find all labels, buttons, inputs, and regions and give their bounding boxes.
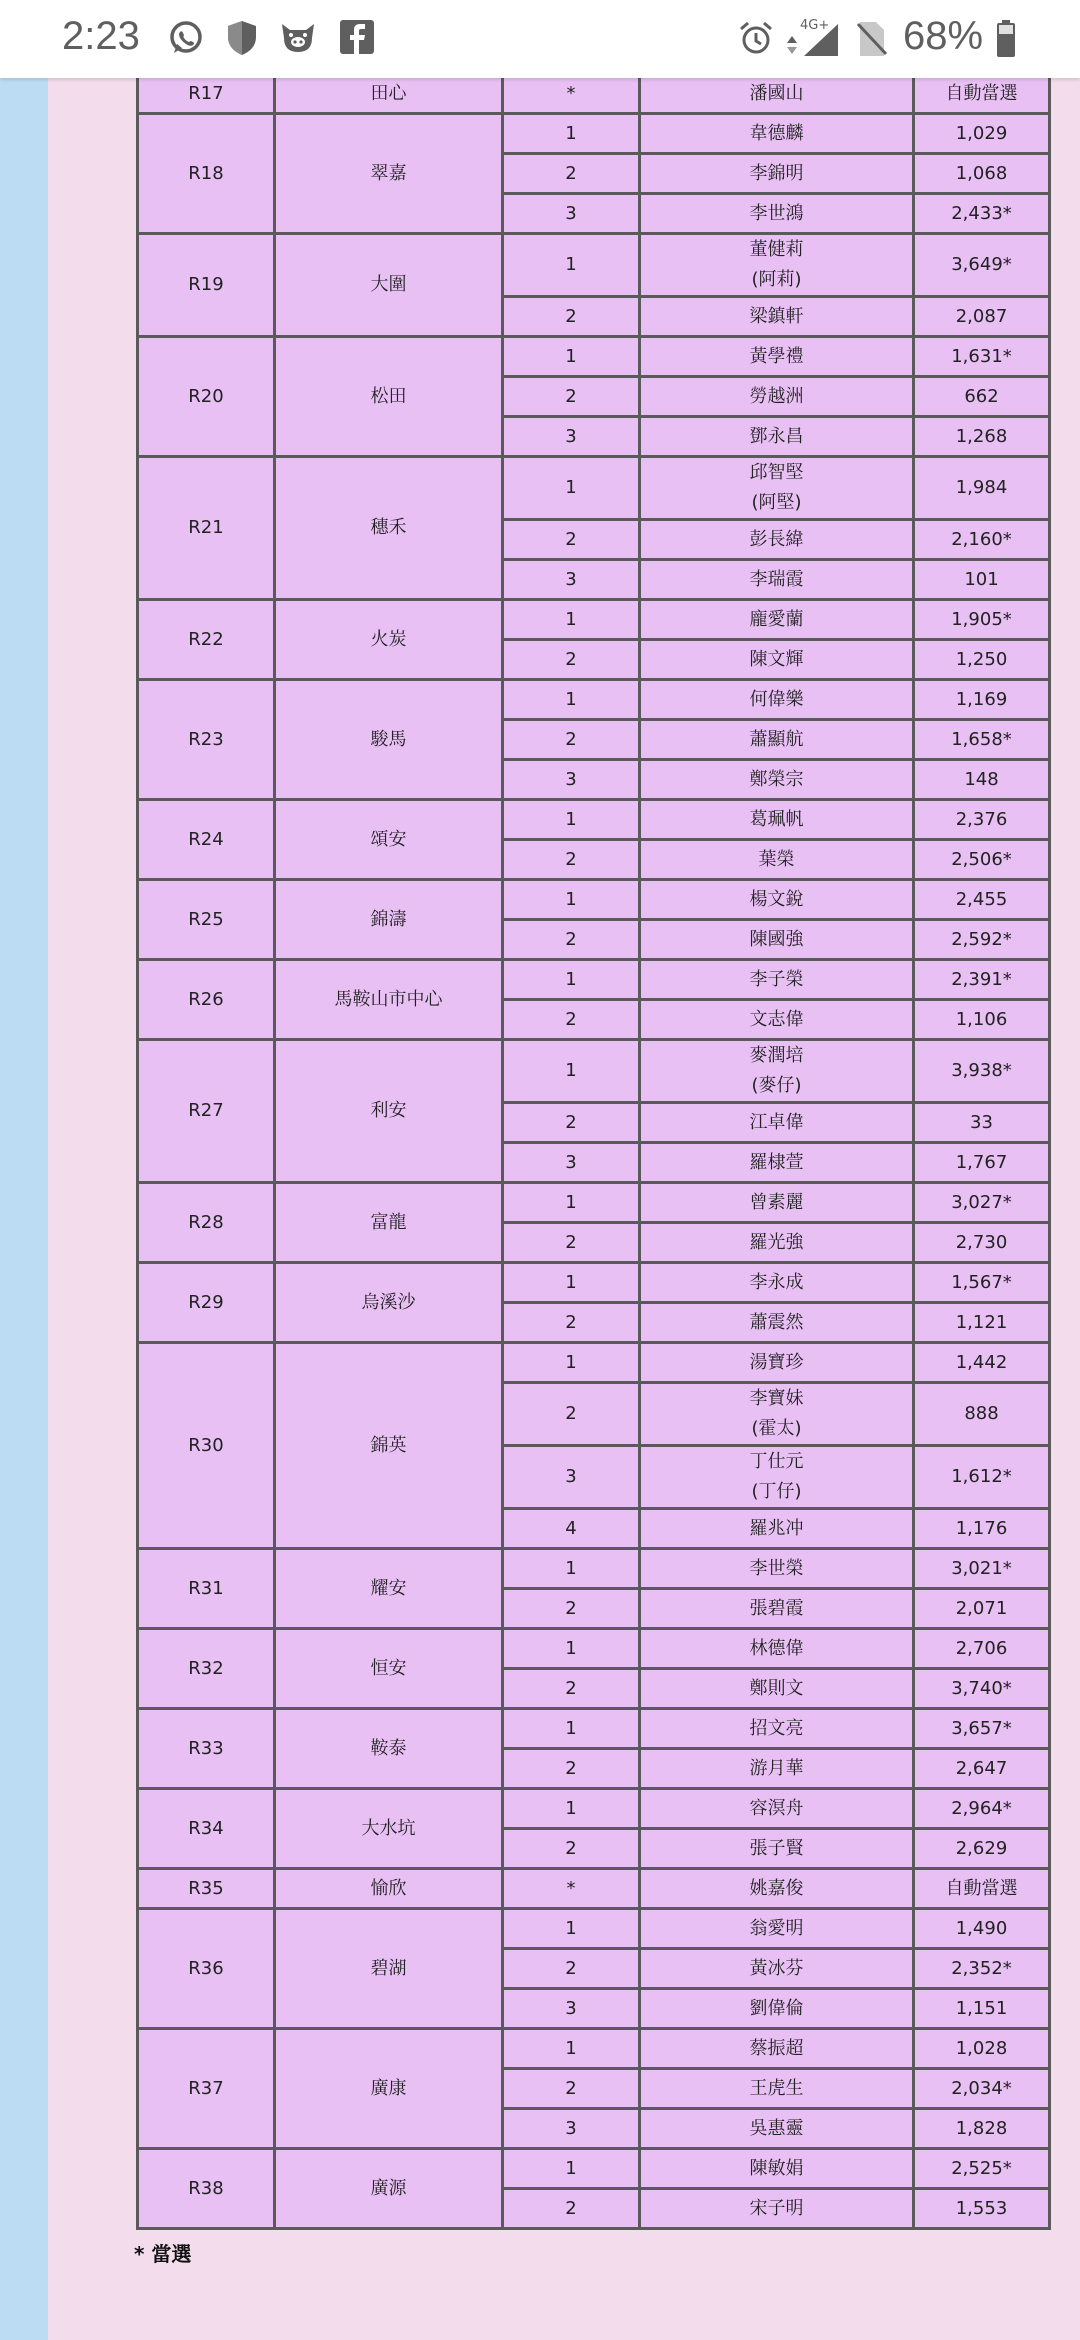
- constituency-code: R37: [138, 2029, 275, 2149]
- candidate-name-line: 姚嘉俊: [749, 1877, 804, 1899]
- candidate-name-line: 彭長緯: [749, 528, 804, 550]
- candidate-votes: 1,567*: [914, 1263, 1050, 1303]
- table-row: [138, 2149, 1050, 2189]
- candidate-name-line: 董健莉: [749, 239, 804, 260]
- candidate-number: 2: [503, 1383, 640, 1446]
- candidate-number: 1: [503, 1709, 640, 1749]
- candidate-number: 1: [503, 1343, 640, 1383]
- candidate-name: [640, 2149, 914, 2189]
- candidate-name: [640, 1040, 914, 1103]
- candidate-number: 2: [503, 1949, 640, 1989]
- candidate-name: [640, 1989, 914, 2029]
- constituency-name: 碧湖: [275, 1909, 503, 2029]
- candidate-name: [640, 1143, 914, 1183]
- candidate-number: 2: [503, 920, 640, 960]
- table-row: [138, 680, 1050, 720]
- candidate-votes: 1,442: [914, 1343, 1050, 1383]
- candidate-votes: 1,984: [914, 457, 1050, 520]
- constituency-code: R18: [138, 114, 275, 234]
- candidate-votes: 2,376: [914, 800, 1050, 840]
- table-row: [138, 1909, 1050, 1949]
- candidate-name: [640, 1669, 914, 1709]
- candidate-votes: 1,151: [914, 1989, 1050, 2029]
- candidate-number: 2: [503, 720, 640, 760]
- candidate-name: [640, 154, 914, 194]
- candidate-name: [640, 1789, 914, 1829]
- constituency-code: R23: [138, 680, 275, 800]
- candidate-name: [640, 1183, 914, 1223]
- candidate-name-line: 勞越洲: [749, 385, 804, 407]
- candidate-name: [640, 1869, 914, 1909]
- table-row: [138, 880, 1050, 920]
- candidate-name-line: 曾素麗: [749, 1191, 804, 1213]
- battery-percent: 68%: [903, 14, 984, 58]
- constituency-name: 田心: [275, 74, 503, 114]
- candidate-name-line: 游月華: [749, 1757, 804, 1779]
- candidate-votes: 2,433*: [914, 194, 1050, 234]
- candidate-name: [640, 337, 914, 377]
- footnote: * 當選: [134, 2242, 192, 2266]
- candidate-votes: 1,068: [914, 154, 1050, 194]
- constituency-name: 大水坑: [275, 1789, 503, 1869]
- constituency-name: 恒安: [275, 1629, 503, 1709]
- candidate-name: [640, 560, 914, 600]
- candidate-votes: 1,176: [914, 1509, 1050, 1549]
- candidate-name-line: 李子榮: [749, 968, 804, 990]
- candidate-name: [640, 74, 914, 114]
- constituency-name: 廣康: [275, 2029, 503, 2149]
- candidate-name: [640, 1709, 914, 1749]
- table-row: [138, 2029, 1050, 2069]
- candidate-votes: 1,121: [914, 1303, 1050, 1343]
- candidate-number: 1: [503, 337, 640, 377]
- candidate-name: [640, 1263, 914, 1303]
- candidate-name-line: 張碧霞: [749, 1597, 804, 1619]
- constituency-name: 耀安: [275, 1549, 503, 1629]
- candidate-votes: 2,525*: [914, 2149, 1050, 2189]
- battery-icon: [996, 20, 1018, 60]
- candidate-name-line: 李寶妹: [749, 1388, 804, 1409]
- candidate-name: [640, 920, 914, 960]
- candidate-number: 1: [503, 1629, 640, 1669]
- constituency-name: 頌安: [275, 800, 503, 880]
- data-arrows-icon: [786, 34, 800, 58]
- table-row: [138, 1040, 1050, 1103]
- candidate-votes: 2,071: [914, 1589, 1050, 1629]
- candidate-name-line: 容溟舟: [749, 1797, 804, 1819]
- page-content: [48, 78, 1080, 2340]
- constituency-code: R25: [138, 880, 275, 960]
- candidate-votes: 1,169: [914, 680, 1050, 720]
- candidate-number: 1: [503, 2029, 640, 2069]
- whatsapp-icon: [168, 20, 204, 56]
- candidate-number: 3: [503, 1143, 640, 1183]
- candidate-name: [640, 840, 914, 880]
- candidate-number: 3: [503, 194, 640, 234]
- candidate-votes: 2,730: [914, 1223, 1050, 1263]
- constituency-name: 鞍泰: [275, 1709, 503, 1789]
- candidate-nickname: (阿堅): [751, 492, 802, 513]
- candidate-votes: 2,647: [914, 1749, 1050, 1789]
- candidate-number: 2: [503, 154, 640, 194]
- candidate-number: 3: [503, 760, 640, 800]
- candidate-name: [640, 600, 914, 640]
- candidate-votes: 2,087: [914, 297, 1050, 337]
- candidate-votes: 148: [914, 760, 1050, 800]
- candidate-votes: 自動當選: [914, 74, 1050, 114]
- candidate-number: 3: [503, 560, 640, 600]
- candidate-number: 1: [503, 2149, 640, 2189]
- candidate-name: [640, 1446, 914, 1509]
- candidate-number: 1: [503, 1549, 640, 1589]
- candidate-number: 2: [503, 2189, 640, 2229]
- candidate-nickname: (霍太): [751, 1418, 802, 1439]
- candidate-name-line: 李錦明: [749, 162, 804, 184]
- candidate-name-line: 王虎生: [749, 2077, 804, 2099]
- results-table-container: [136, 72, 1048, 2219]
- candidate-votes: 1,028: [914, 2029, 1050, 2069]
- candidate-name: [640, 720, 914, 760]
- candidate-votes: 3,938*: [914, 1040, 1050, 1103]
- candidate-name-line: 宋子明: [749, 2197, 804, 2219]
- candidate-number: 2: [503, 1223, 640, 1263]
- candidate-name: [640, 2109, 914, 2149]
- table-row: [138, 600, 1050, 640]
- candidate-name: [640, 1383, 914, 1446]
- candidate-name-line: 陳敏娟: [749, 2157, 804, 2179]
- constituency-code: R31: [138, 1549, 275, 1629]
- shield-icon: [226, 20, 262, 56]
- candidate-number: 3: [503, 2109, 640, 2149]
- candidate-number: 2: [503, 1829, 640, 1869]
- candidate-number: 1: [503, 800, 640, 840]
- candidate-votes: 2,160*: [914, 520, 1050, 560]
- candidate-name-line: 羅光強: [749, 1231, 804, 1253]
- candidate-number: 3: [503, 1446, 640, 1509]
- candidate-votes: 101: [914, 560, 1050, 600]
- candidate-name-line: 陳國強: [749, 928, 804, 950]
- candidate-votes: 1,490: [914, 1909, 1050, 1949]
- candidate-name-line: 張子賢: [749, 1837, 804, 1859]
- table-row: [138, 960, 1050, 1000]
- candidate-number: 2: [503, 1669, 640, 1709]
- constituency-name: 火炭: [275, 600, 503, 680]
- candidate-number: 1: [503, 1789, 640, 1829]
- constituency-code: R29: [138, 1263, 275, 1343]
- candidate-name-line: 蔡振超: [749, 2037, 804, 2059]
- candidate-name: [640, 457, 914, 520]
- candidate-name-line: 陳文輝: [749, 648, 804, 670]
- table-row: [138, 337, 1050, 377]
- candidate-number: 2: [503, 520, 640, 560]
- constituency-name: 錦英: [275, 1343, 503, 1549]
- candidate-votes: 1,905*: [914, 600, 1050, 640]
- candidate-name-line: 李世鴻: [749, 202, 804, 224]
- candidate-votes: 3,657*: [914, 1709, 1050, 1749]
- constituency-name: 馬鞍山市中心: [275, 960, 503, 1040]
- candidate-votes: 1,106: [914, 1000, 1050, 1040]
- candidate-name: [640, 194, 914, 234]
- candidate-number: 2: [503, 1303, 640, 1343]
- constituency-code: R19: [138, 234, 275, 337]
- candidate-name: [640, 114, 914, 154]
- candidate-number: 3: [503, 417, 640, 457]
- constituency-name: 愉欣: [275, 1869, 503, 1909]
- candidate-votes: 1,553: [914, 2189, 1050, 2229]
- candidate-number: *: [503, 1869, 640, 1909]
- candidate-name-line: 蕭震然: [749, 1311, 804, 1333]
- candidate-name: [640, 377, 914, 417]
- candidate-name: [640, 1629, 914, 1669]
- table-row: [138, 1869, 1050, 1909]
- candidate-votes: 2,034*: [914, 2069, 1050, 2109]
- constituency-code: R17: [138, 74, 275, 114]
- signal-icon: [800, 22, 836, 58]
- candidate-number: 1: [503, 1263, 640, 1303]
- constituency-name: 富龍: [275, 1183, 503, 1263]
- candidate-name-line: 鄭則文: [749, 1677, 804, 1699]
- candidate-name: [640, 800, 914, 840]
- candidate-votes: 1,250: [914, 640, 1050, 680]
- candidate-votes: 1,631*: [914, 337, 1050, 377]
- candidate-name-line: 翁愛明: [749, 1917, 804, 1939]
- constituency-code: R26: [138, 960, 275, 1040]
- table-row: [138, 1343, 1050, 1383]
- candidate-number: 2: [503, 1749, 640, 1789]
- status-bar: [0, 0, 1080, 78]
- candidate-votes: 自動當選: [914, 1869, 1050, 1909]
- candidate-name-line: 黃學禮: [749, 345, 804, 367]
- candidate-name-line: 黃冰芬: [749, 1957, 804, 1979]
- table-row: [138, 457, 1050, 520]
- candidate-number: 1: [503, 234, 640, 297]
- candidate-number: 1: [503, 680, 640, 720]
- candidate-name-line: 林德偉: [749, 1637, 804, 1659]
- candidate-name: [640, 1343, 914, 1383]
- candidate-name: [640, 1303, 914, 1343]
- candidate-name-line: 劉偉倫: [749, 1997, 804, 2019]
- alarm-icon: [738, 20, 774, 56]
- candidate-number: 4: [503, 1509, 640, 1549]
- candidate-number: 1: [503, 1183, 640, 1223]
- candidate-name-line: 葉榮: [758, 848, 795, 870]
- candidate-name: [640, 1749, 914, 1789]
- table-row: [138, 1549, 1050, 1589]
- candidate-name-line: 丁仕元: [749, 1451, 804, 1472]
- candidate-name: [640, 640, 914, 680]
- candidate-votes: 2,506*: [914, 840, 1050, 880]
- table-row: [138, 1709, 1050, 1749]
- table-row: [138, 234, 1050, 297]
- candidate-number: 2: [503, 377, 640, 417]
- candidate-name-line: 李永成: [749, 1271, 804, 1293]
- constituency-code: R24: [138, 800, 275, 880]
- candidate-name: [640, 1829, 914, 1869]
- candidate-votes: 1,268: [914, 417, 1050, 457]
- candidate-nickname: (麥仔): [751, 1075, 802, 1096]
- candidate-name: [640, 1103, 914, 1143]
- table-row: [138, 114, 1050, 154]
- candidate-nickname: (阿莉): [751, 269, 802, 290]
- left-color-bar: [0, 78, 48, 2340]
- candidate-name-line: 李世榮: [749, 1557, 804, 1579]
- constituency-name: 駿馬: [275, 680, 503, 800]
- candidate-votes: 2,391*: [914, 960, 1050, 1000]
- candidate-name-line: 江卓偉: [749, 1111, 804, 1133]
- no-sim-icon: [856, 20, 892, 56]
- candidate-votes: 888: [914, 1383, 1050, 1446]
- candidate-votes: 3,027*: [914, 1183, 1050, 1223]
- constituency-name: 翠嘉: [275, 114, 503, 234]
- candidate-number: 1: [503, 1909, 640, 1949]
- candidate-votes: 2,629: [914, 1829, 1050, 1869]
- table-row: [138, 74, 1050, 114]
- constituency-code: R28: [138, 1183, 275, 1263]
- candidate-name: [640, 760, 914, 800]
- candidate-votes: 1,029: [914, 114, 1050, 154]
- candidate-number: 1: [503, 114, 640, 154]
- candidate-number: *: [503, 74, 640, 114]
- candidate-name-line: 鄭榮宗: [749, 768, 804, 790]
- candidate-name: [640, 2189, 914, 2229]
- candidate-votes: 3,740*: [914, 1669, 1050, 1709]
- candidate-number: 1: [503, 1040, 640, 1103]
- candidate-votes: 2,592*: [914, 920, 1050, 960]
- candidate-number: 1: [503, 457, 640, 520]
- candidate-name: [640, 1000, 914, 1040]
- candidate-name: [640, 680, 914, 720]
- constituency-code: R30: [138, 1343, 275, 1549]
- candidate-votes: 1,828: [914, 2109, 1050, 2149]
- candidate-name: [640, 1949, 914, 1989]
- constituency-name: 廣源: [275, 2149, 503, 2229]
- constituency-name: 利安: [275, 1040, 503, 1183]
- candidate-number: 2: [503, 840, 640, 880]
- candidate-name-line: 邱智堅: [749, 462, 804, 483]
- candidate-name: [640, 297, 914, 337]
- candidate-votes: 662: [914, 377, 1050, 417]
- table-row: [138, 1789, 1050, 1829]
- constituency-code: R34: [138, 1789, 275, 1869]
- candidate-name-line: 李瑞霞: [749, 568, 804, 590]
- candidate-name-line: 潘國山: [749, 82, 804, 104]
- candidate-number: 2: [503, 2069, 640, 2109]
- candidate-name-line: 梁鎮軒: [749, 305, 804, 327]
- candidate-number: 1: [503, 600, 640, 640]
- candidate-votes: 2,706: [914, 1629, 1050, 1669]
- candidate-number: 2: [503, 1000, 640, 1040]
- constituency-code: R21: [138, 457, 275, 600]
- constituency-code: R35: [138, 1869, 275, 1909]
- candidate-votes: 1,658*: [914, 720, 1050, 760]
- table-row: [138, 1183, 1050, 1223]
- network-type: 4G+: [800, 18, 830, 33]
- candidate-votes: 1,612*: [914, 1446, 1050, 1509]
- candidate-number: 1: [503, 960, 640, 1000]
- candidate-votes: 3,649*: [914, 234, 1050, 297]
- candidate-name: [640, 880, 914, 920]
- pig-icon: [278, 20, 314, 56]
- candidate-name-line: 吳惠靈: [749, 2117, 804, 2139]
- candidate-number: 2: [503, 1589, 640, 1629]
- constituency-code: R32: [138, 1629, 275, 1709]
- candidate-number: 2: [503, 640, 640, 680]
- candidate-votes: 2,455: [914, 880, 1050, 920]
- table-row: [138, 800, 1050, 840]
- table-row: [138, 1629, 1050, 1669]
- candidate-name: [640, 417, 914, 457]
- constituency-name: 松田: [275, 337, 503, 457]
- candidate-name: [640, 520, 914, 560]
- constituency-code: R38: [138, 2149, 275, 2229]
- facebook-icon: [340, 20, 376, 56]
- constituency-name: 大圍: [275, 234, 503, 337]
- constituency-code: R20: [138, 337, 275, 457]
- election-results-table: [136, 72, 1051, 2230]
- results-table-body: [138, 74, 1050, 2229]
- candidate-number: 2: [503, 297, 640, 337]
- constituency-code: R22: [138, 600, 275, 680]
- candidate-name-line: 葛珮帆: [749, 808, 804, 830]
- candidate-name: [640, 1549, 914, 1589]
- candidate-name: [640, 1223, 914, 1263]
- candidate-name-line: 湯寶珍: [749, 1351, 804, 1373]
- constituency-code: R36: [138, 1909, 275, 2029]
- candidate-name-line: 招文亮: [749, 1717, 804, 1739]
- candidate-name: [640, 234, 914, 297]
- constituency-name: 烏溪沙: [275, 1263, 503, 1343]
- candidate-votes: 33: [914, 1103, 1050, 1143]
- candidate-name-line: 羅兆冲: [749, 1517, 804, 1539]
- candidate-name: [640, 1589, 914, 1629]
- candidate-votes: 3,021*: [914, 1549, 1050, 1589]
- candidate-name-line: 龐愛蘭: [749, 608, 804, 630]
- candidate-votes: 2,964*: [914, 1789, 1050, 1829]
- candidate-name-line: 蕭顯航: [749, 728, 804, 750]
- candidate-number: 3: [503, 1989, 640, 2029]
- constituency-name: 穗禾: [275, 457, 503, 600]
- candidate-name: [640, 2029, 914, 2069]
- candidate-number: 1: [503, 880, 640, 920]
- candidate-name-line: 麥潤培: [749, 1045, 804, 1066]
- candidate-name: [640, 2069, 914, 2109]
- candidate-name: [640, 1509, 914, 1549]
- candidate-votes: 1,767: [914, 1143, 1050, 1183]
- candidate-number: 2: [503, 1103, 640, 1143]
- candidate-name: [640, 1909, 914, 1949]
- candidate-name-line: 羅棣萱: [749, 1151, 804, 1173]
- status-time: 2:23: [62, 14, 140, 58]
- candidate-name-line: 楊文銳: [749, 888, 804, 910]
- candidate-nickname: (丁仔): [751, 1481, 802, 1502]
- candidate-name-line: 韋德麟: [749, 122, 804, 144]
- constituency-code: R27: [138, 1040, 275, 1183]
- constituency-name: 錦濤: [275, 880, 503, 960]
- candidate-name-line: 何偉樂: [749, 688, 804, 710]
- candidate-name-line: 鄧永昌: [749, 425, 804, 447]
- candidate-name-line: 文志偉: [749, 1008, 804, 1030]
- candidate-name: [640, 960, 914, 1000]
- constituency-code: R33: [138, 1709, 275, 1789]
- table-row: [138, 1263, 1050, 1303]
- candidate-votes: 2,352*: [914, 1949, 1050, 1989]
